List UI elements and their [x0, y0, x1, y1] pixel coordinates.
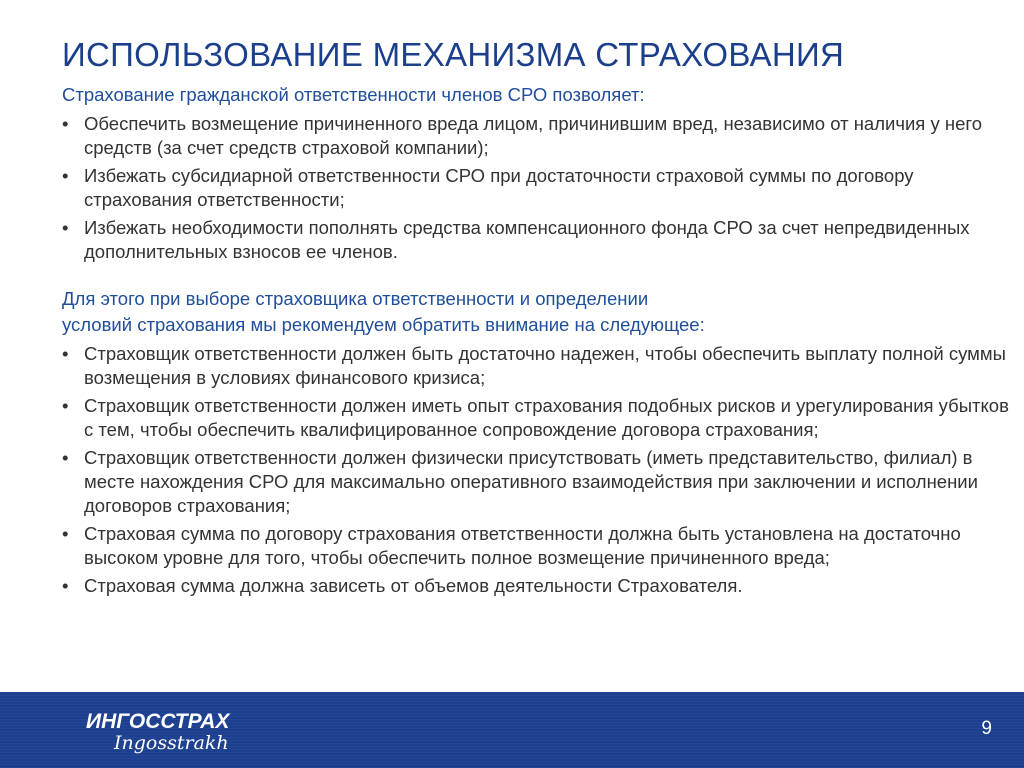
list-item: • Избежать необходимости пополнять средства компенсационного фонда СРО за счет непредвиденных дополнительных взносов ее членов.	[62, 216, 1012, 264]
list-item: • Избежать субсидиарной ответственности СРО при достаточности страховой суммы по договору страхования ответственности;	[62, 164, 1012, 212]
ingosstrakh-logo	[84, 704, 254, 756]
logo-script-text: Ingosstrakh	[114, 732, 229, 754]
section2-intro-line1: Для этого при выборе страховщика ответственности и определении	[62, 288, 649, 309]
list-item: • Страховщик ответственности должен физически присутствовать (иметь представительство, филиал) в месте нахождения СРО для максимально оперативного взаимодействия при заключении и исполнении договоров страхования;	[62, 446, 1012, 518]
page-title: ИСПОЛЬЗОВАНИЕ МЕХАНИЗМА СТРАХОВАНИЯ	[62, 36, 845, 73]
section2-intro-line2: условий страхования мы рекомендуем обратить внимание на следующее:	[62, 314, 705, 335]
footer-bar	[0, 692, 1024, 768]
list-item: • Страховая сумма по договору страхования ответственности должна быть установлена на достаточно высоком уровне для того, чтобы обеспечить полное возмещение причиненного вреда;	[62, 522, 1012, 570]
section1-intro: Страхование гражданской ответственности членов СРО позволяет:	[62, 84, 645, 105]
list-item: • Страховая сумма должна зависеть от объемов деятельности Страхователя.	[62, 574, 1012, 598]
section1-list	[62, 112, 1012, 264]
slide-content	[62, 82, 1012, 602]
logo-main-text: ИНГОССТРАХ	[86, 710, 230, 733]
section2-list	[62, 342, 1012, 598]
page-number: 9	[981, 718, 992, 739]
list-item: • Страховщик ответственности должен быть достаточно надежен, чтобы обеспечить выплату полной суммы возмещения в условиях финансового кризиса;	[62, 342, 1012, 390]
list-item: • Страховщик ответственности должен иметь опыт страхования подобных рисков и урегулирования убытков с тем, чтобы обеспечить квалифицированное сопровождение договора страхования;	[62, 394, 1012, 442]
list-item: • Обеспечить возмещение причиненного вреда лицом, причинившим вред, независимо от наличия у него средств (за счет средств страховой компании);	[62, 112, 1012, 160]
